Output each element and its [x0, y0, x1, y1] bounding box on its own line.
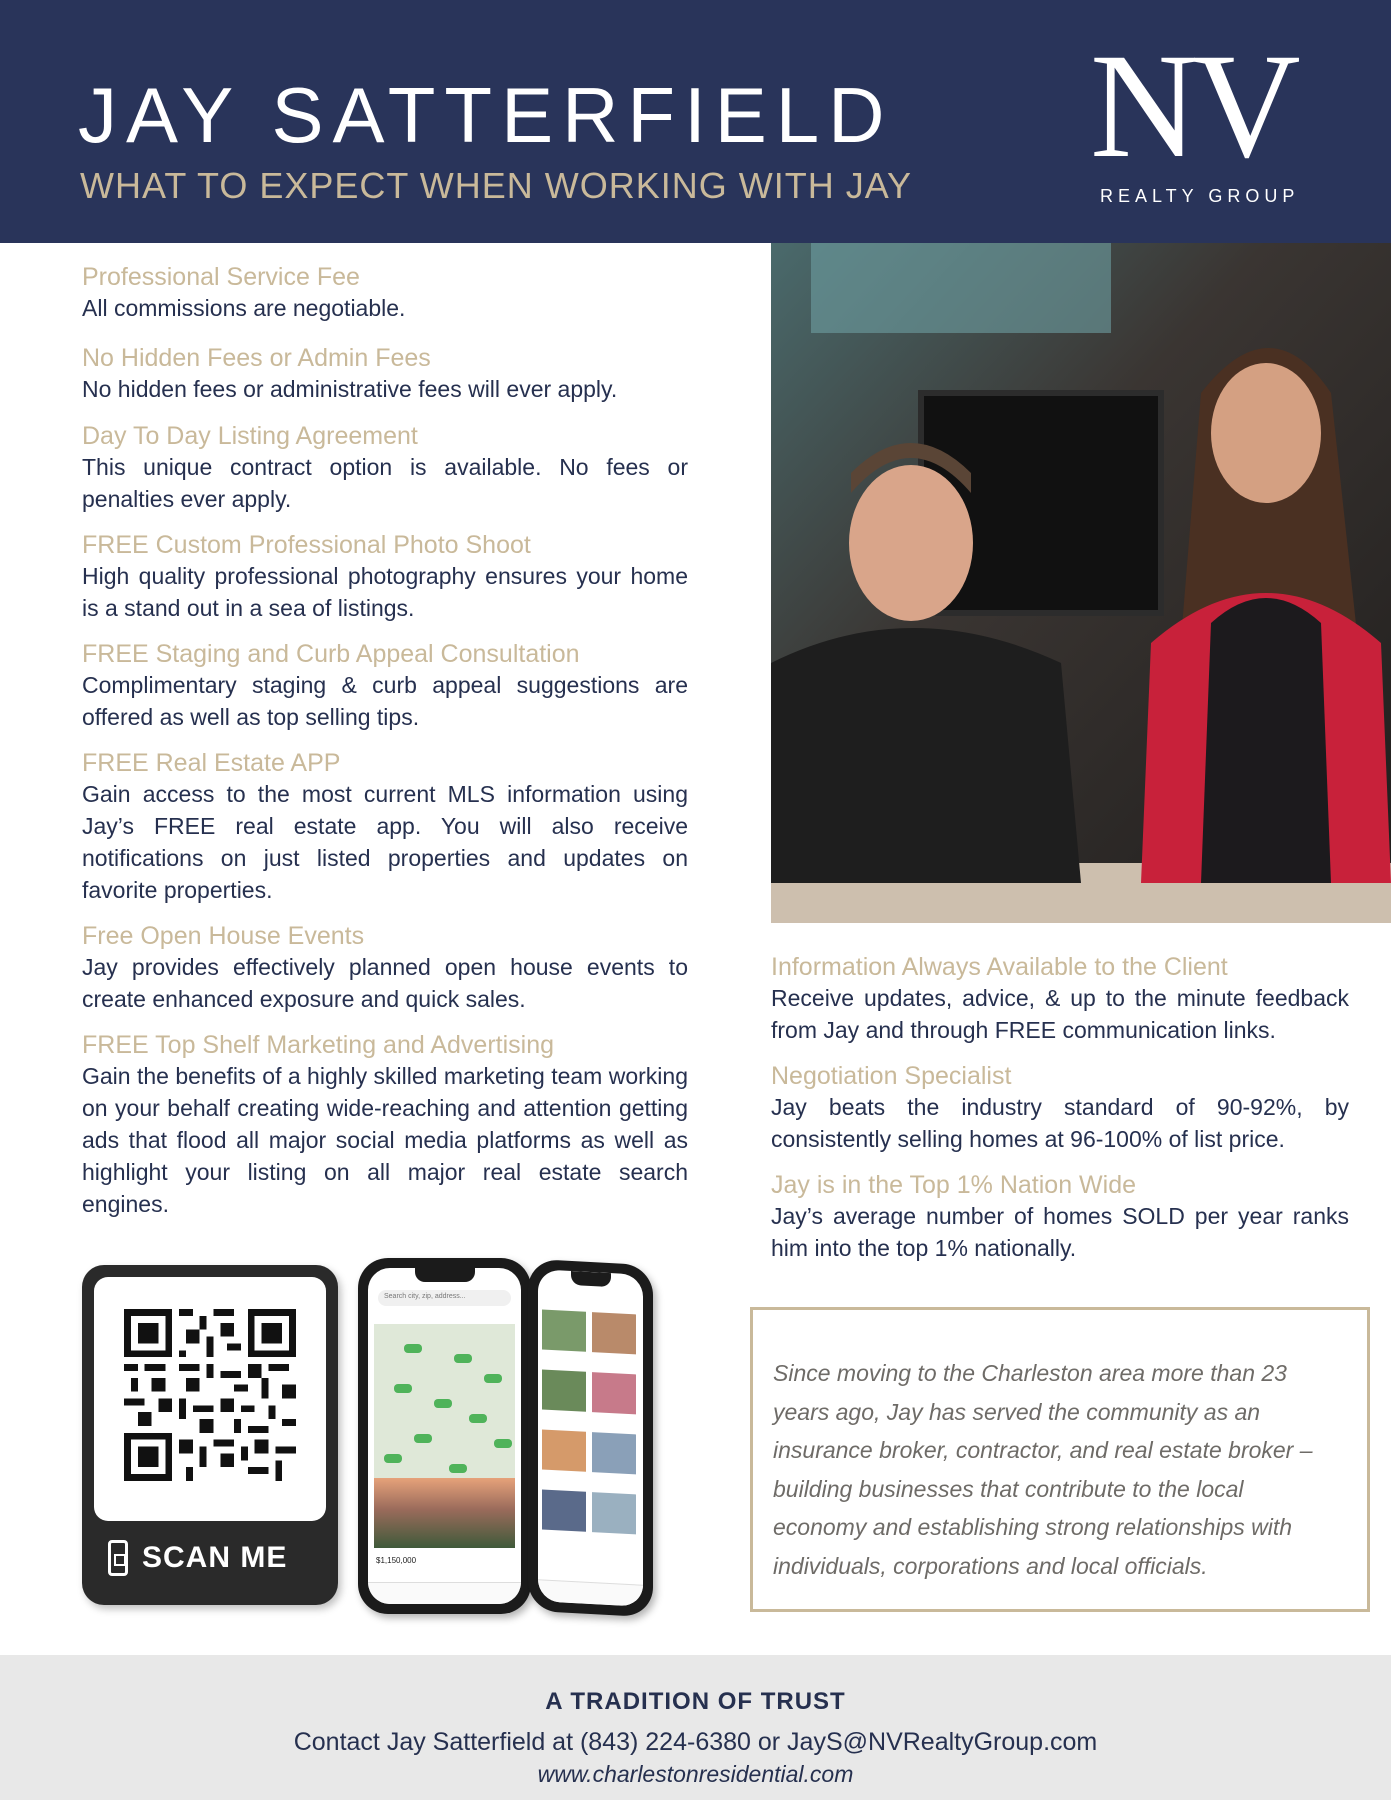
feature-title: FREE Top Shelf Marketing and Advertising: [82, 1031, 555, 1059]
feature-text: Gain the benefits of a highly skilled marketing team working on your behalf creating wide-reaching and attention getting ads that flood all major social media platforms as well as highlight your listing on all major real estate search engines.: [82, 1063, 688, 1217]
app-phone-map: [358, 1258, 531, 1614]
footer: [0, 1655, 1391, 1800]
feature-title: Jay is in the Top 1% Nation Wide: [771, 1171, 1137, 1199]
feature-text: This unique contract option is available. No fees or penalties ever apply.: [82, 454, 688, 512]
app-phone-grid: [528, 1259, 653, 1618]
scan-me-label-row: [108, 1533, 287, 1583]
feature-text: High quality professional photography ensures your home is a stand out in a sea of listings.: [82, 563, 688, 621]
map-pin: [384, 1454, 402, 1463]
feature-title: Day To Day Listing Agreement: [82, 422, 418, 450]
feature-item: [771, 1170, 1349, 1264]
map-pin: [494, 1439, 512, 1448]
feature-text: All commissions are negotiable.: [82, 295, 406, 321]
feature-title: No Hidden Fees or Admin Fees: [82, 344, 431, 372]
listing-thumb: [542, 1369, 586, 1411]
listing-thumb: [542, 1489, 586, 1531]
feature-text: Jay provides effectively planned open house events to create enhanced exposure and quick sales.: [82, 954, 688, 1012]
feature-text: Gain access to the most current MLS information using Jay’s FREE real estate app. You will also receive notifications on just listed properties and updates on favorite properties.: [82, 781, 688, 903]
feature-title: FREE Custom Professional Photo Shoot: [82, 531, 531, 559]
feature-item: [82, 262, 688, 324]
feature-text: Jay’s average number of homes SOLD per year ranks him into the top 1% nationally.: [771, 1203, 1349, 1261]
bio-quote-text: Since moving to the Charleston area more than 23 years ago, Jay has served the community as an insurance broker, contractor, and real estate broker – building businesses that contribute to the local economy and establishing strong relationships with individuals, corporations and local officials.: [773, 1360, 1313, 1579]
map-pin: [414, 1434, 432, 1443]
feature-text: No hidden fees or administrative fees will ever apply.: [82, 376, 618, 402]
scan-me-label: SCAN ME: [142, 1541, 288, 1574]
qr-code-panel: [94, 1277, 326, 1521]
map-pin: [469, 1414, 487, 1423]
app-search-bar: Search city, zip, address...: [378, 1290, 511, 1306]
feature-item: [82, 1030, 688, 1220]
listing-thumb: [592, 1312, 636, 1354]
app-tab-bar: [538, 1579, 643, 1607]
qr-code-card[interactable]: [82, 1265, 338, 1605]
nv-realty-logo: [1090, 23, 1310, 216]
feature-item: [771, 952, 1349, 1046]
map-pin: [449, 1464, 467, 1473]
app-tab-bar: [368, 1582, 521, 1604]
bio-quote-box: [750, 1307, 1370, 1612]
tagline: WHAT TO EXPECT WHEN WORKING WITH JAY: [80, 165, 913, 206]
footer-contact[interactable]: Contact Jay Satterfield at (843) 224-6380 or JayS@NVRealtyGroup.com: [293, 1728, 1098, 1756]
feature-item: [771, 1061, 1349, 1155]
agents-photo: [771, 243, 1391, 923]
listing-thumb: [592, 1492, 636, 1534]
listing-price: $1,150,000: [376, 1556, 417, 1565]
feature-item: [82, 921, 688, 1015]
phone-scan-icon: [108, 1540, 128, 1576]
listing-thumb: [542, 1429, 586, 1471]
logo-letters: NV: [1090, 23, 1295, 189]
listing-thumb: [592, 1372, 636, 1414]
header-banner: [0, 0, 1391, 243]
app-screen-map: [368, 1268, 521, 1604]
feature-title: Negotiation Specialist: [771, 1062, 1012, 1090]
feature-title: FREE Staging and Curb Appeal Consultation: [82, 640, 580, 668]
footer-title: A TRADITION OF TRUST: [545, 1688, 846, 1715]
feature-item: [82, 748, 688, 906]
listing-thumb: [542, 1309, 586, 1351]
feature-item: [82, 343, 688, 405]
feature-item: [82, 530, 688, 624]
logo-subtitle: REALTY GROUP: [1100, 186, 1300, 206]
listing-photo: [374, 1478, 515, 1548]
feature-text: Jay beats the industry standard of 90-92%, by consistently selling homes at 96-100% of list price.: [771, 1094, 1349, 1152]
feature-title: FREE Real Estate APP: [82, 749, 341, 777]
map-pin: [454, 1354, 472, 1363]
listing-thumb: [592, 1432, 636, 1474]
feature-item: [82, 421, 688, 515]
map-pin: [484, 1374, 502, 1383]
agents-photo-illustration: [771, 243, 1391, 923]
phone-notch: [571, 1271, 611, 1287]
agent-name: JAY SATTERFIELD: [78, 71, 894, 159]
feature-title: Free Open House Events: [82, 922, 365, 950]
qr-code-icon[interactable]: [124, 1309, 296, 1481]
feature-text: Receive updates, advice, & up to the minute feedback from Jay and through FREE communication links.: [771, 985, 1349, 1043]
feature-text: Complimentary staging & curb appeal suggestions are offered as well as top selling tips.: [82, 672, 688, 730]
feature-item: [82, 639, 688, 733]
feature-title: Information Always Available to the Client: [771, 953, 1228, 981]
app-screen-grid: [538, 1269, 643, 1607]
feature-title: Professional Service Fee: [82, 263, 360, 291]
map-pin: [434, 1399, 452, 1408]
footer-website-link[interactable]: www.charlestonresidential.com: [537, 1761, 854, 1787]
map-pin: [394, 1384, 412, 1393]
phone-notch: [415, 1268, 475, 1282]
map-pin: [404, 1344, 422, 1353]
